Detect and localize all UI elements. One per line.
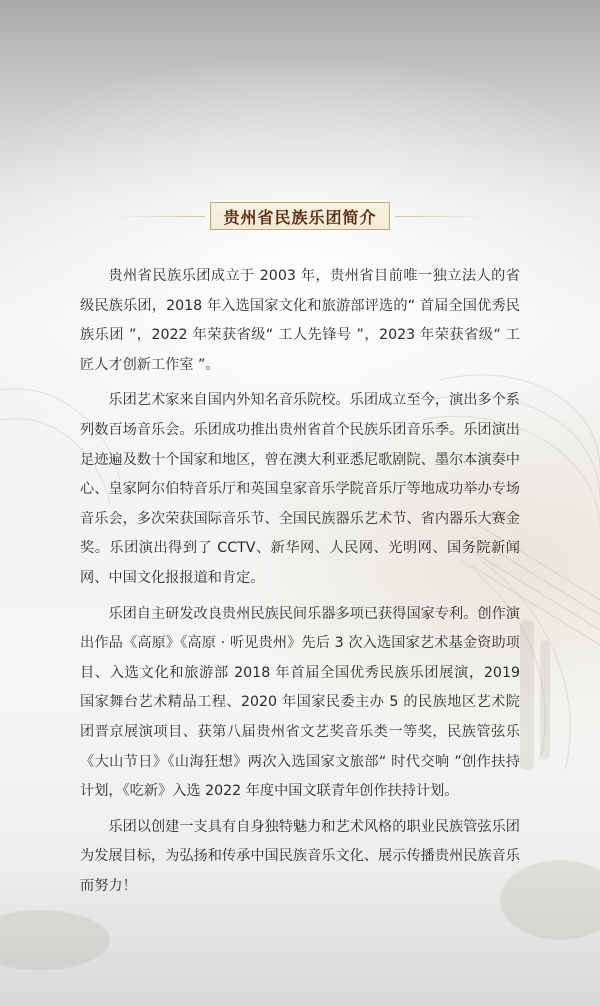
title-banner bbox=[0, 200, 600, 232]
paragraph-3: 乐团自主研发改良贵州民族民间乐器多项已获得国家专利。创作演出作品《高原》《高原 · 听见贵州》先后 3 次入选国家艺术基金资助项目、入选文化和旅游部 2018 年首届全国优秀民族乐团展演，2019 国家舞台艺术精品工程、2020 年国家民委主办 5 的民族地区艺术院团晋京展演项目、获第八届贵州省文艺奖音乐类一等奖，民族管弦乐《大山节日》《山海狂想》两次入选国家文旅部“ 时代交响 ”创作扶持计划，《吃新》入选 2022 年度中国文联青年创作扶持计划。 bbox=[80, 605, 520, 800]
intro-body bbox=[80, 262, 520, 907]
page-title: 贵州省民族乐团简介 bbox=[223, 207, 377, 227]
paragraph-4: 乐团以创建一支具有自身独特魅力和艺术风格的职业民族管弦乐团为发展目标，为弘扬和传承中国民族音乐文化、展示传播贵州民族音乐而努力！ bbox=[80, 818, 520, 894]
paragraph-2: 乐团艺术家来自国内外知名音乐院校。乐团成立至今，演出多个系列数百场音乐会。乐团成功推出贵州省首个民族乐团音乐季。乐团演出足迹遍及数十个国家和地区，曾在澳大利亚悉尼歌剧院、墨尔本演奏中心、皇家阿尔伯特音乐厅和英国皇家音乐学院音乐厅等地成功举办专场音乐会，多次荣获国际音乐节、全国民族器乐艺术节、省内器乐大赛金奖。乐团演出得到了 CCTV、新华网、人民网、光明网、国务院新闻网、中国文化报报道和肯定。 bbox=[80, 392, 520, 586]
paragraph-1: 贵州省民族乐团成立于 2003 年，贵州省目前唯一独立法人的省级民族乐团，2018 年入选国家文化和旅游部评选的“ 首届全国优秀民族乐团 ”，2022 年荣获省级“ 工人先锋号 ”，2023 年荣获省级“ 工匠人才创新工作室 ”。 bbox=[80, 268, 520, 373]
title-frame bbox=[210, 202, 389, 230]
